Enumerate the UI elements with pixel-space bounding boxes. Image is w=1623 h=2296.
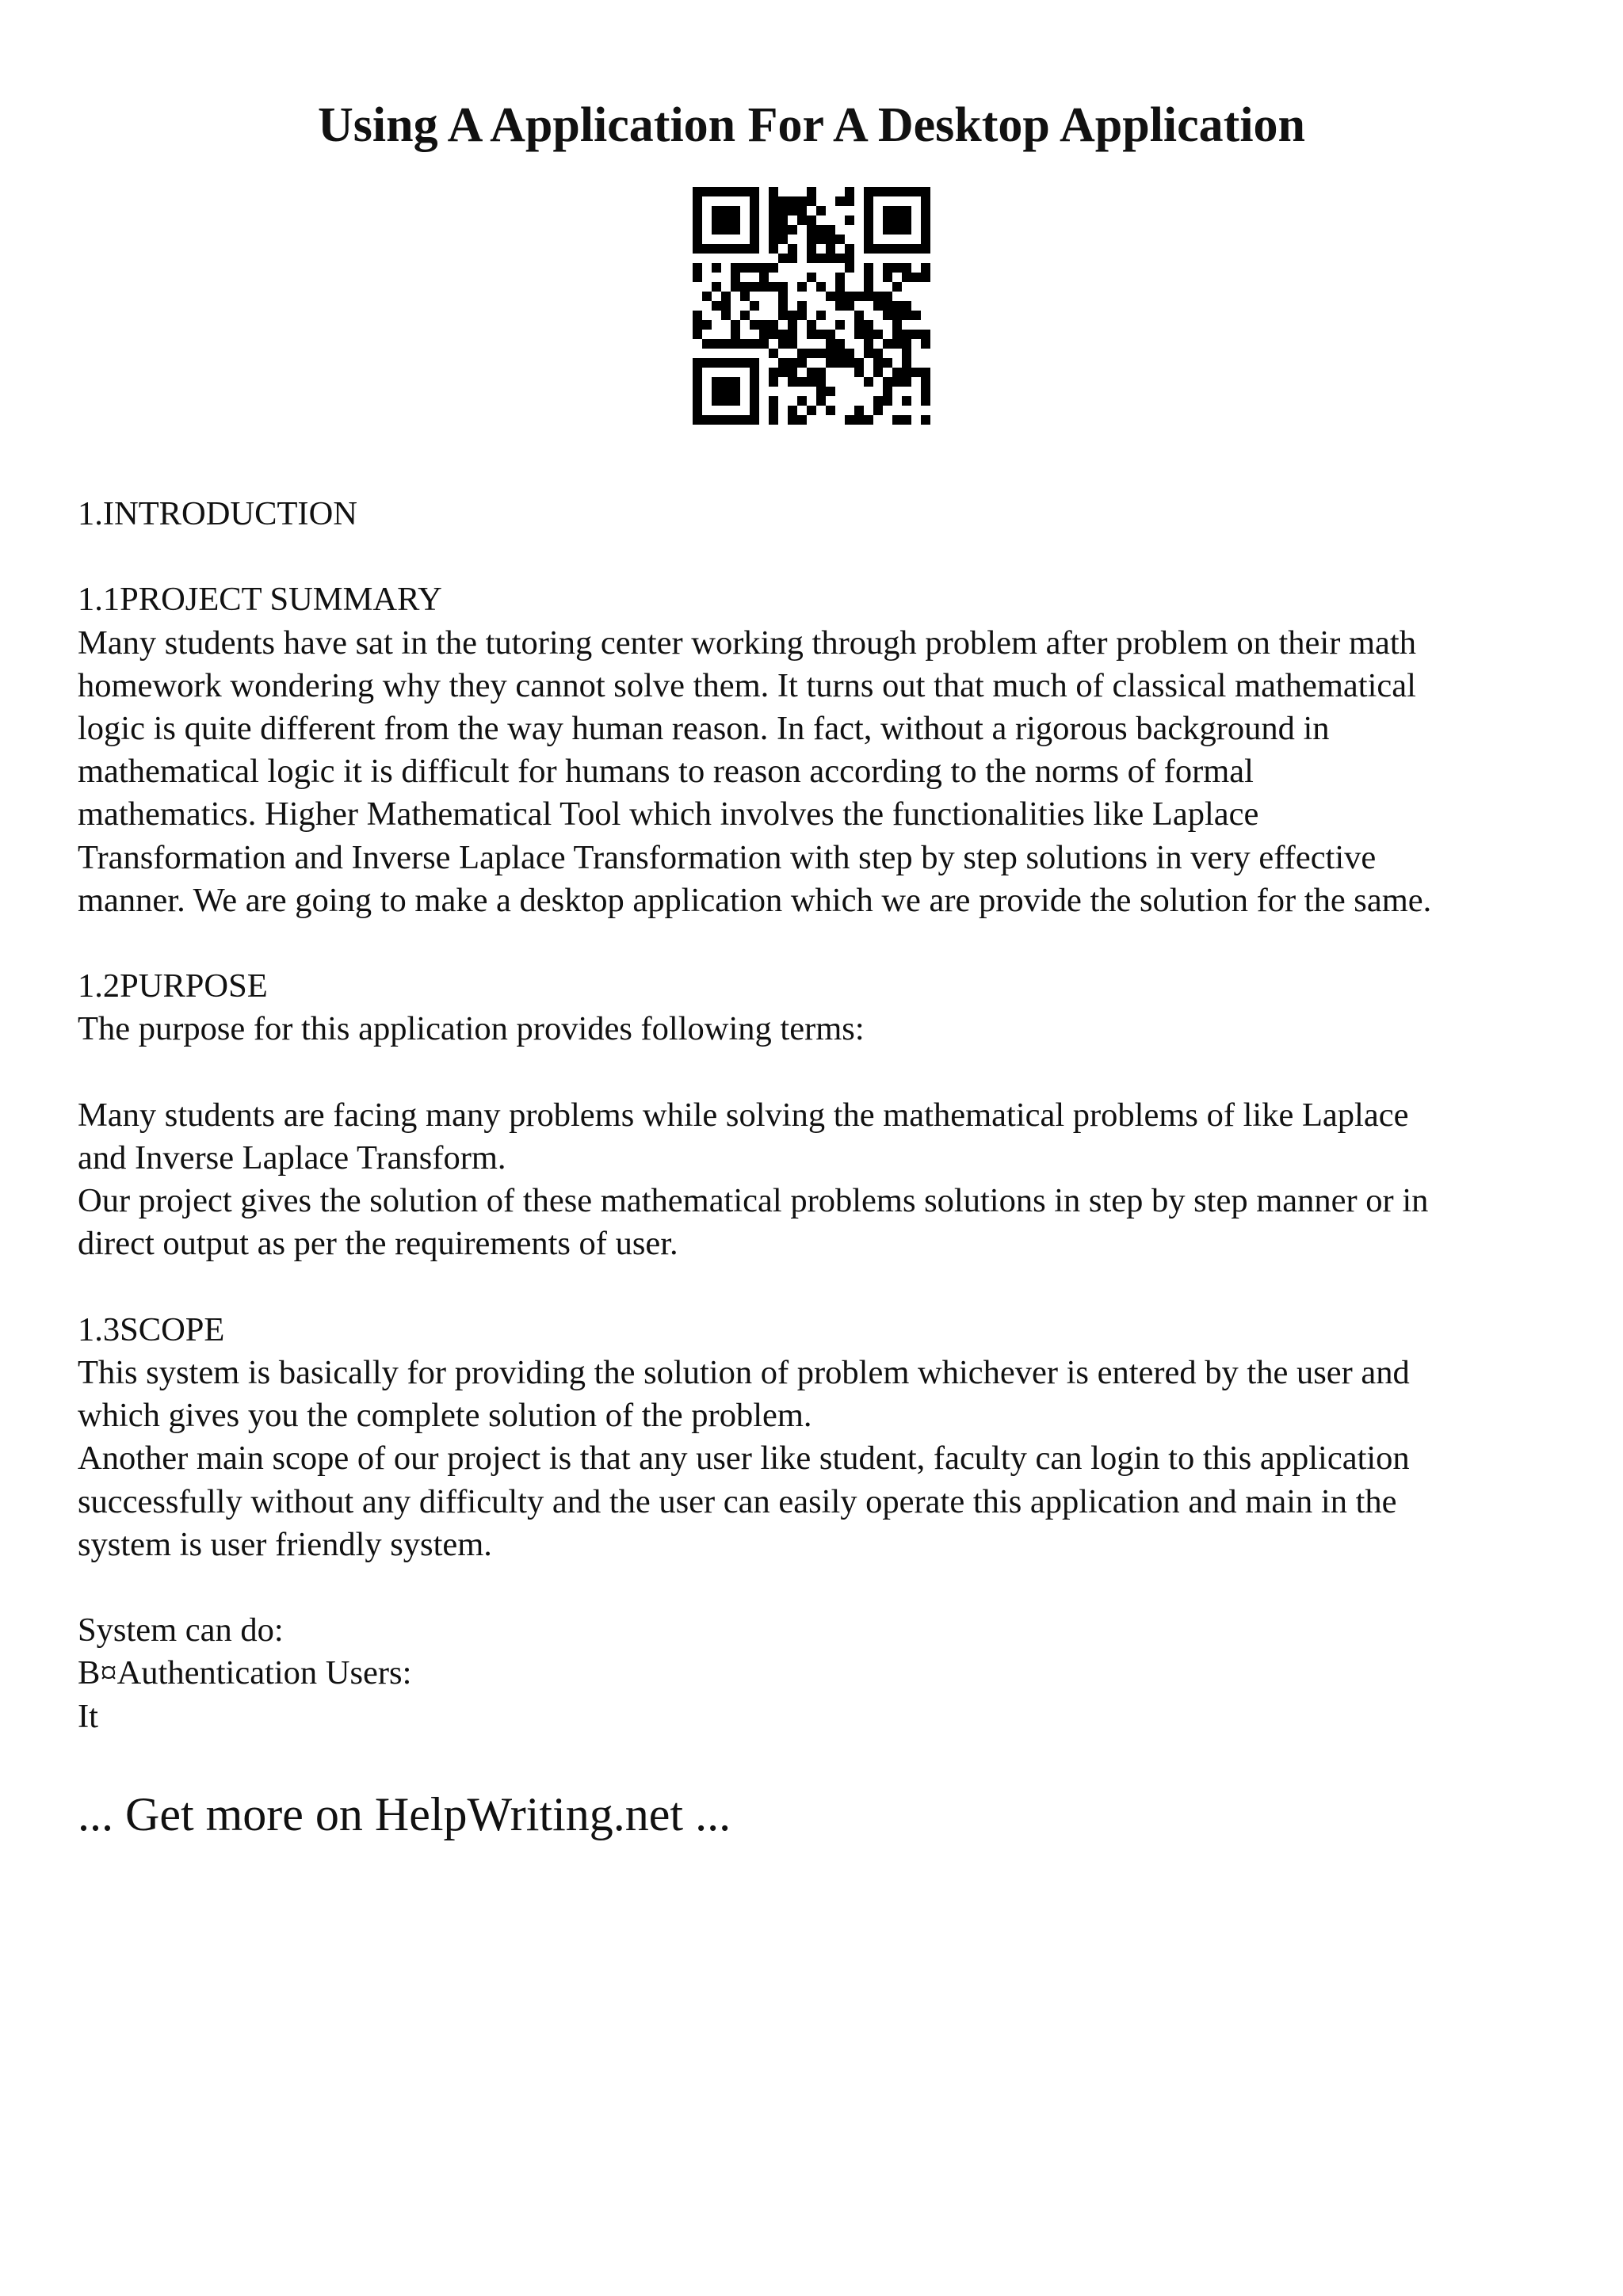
document-title: Using A Application For A Desktop Application xyxy=(317,98,1306,152)
qr-code-icon xyxy=(693,187,930,425)
purpose-line: and Inverse Laplace Transform. xyxy=(78,1139,506,1177)
section-heading-scope: 1.3SCOPE xyxy=(78,1310,225,1348)
summary-line: mathematical logic it is difficult for humans to reason according to the norms of formal xyxy=(78,753,1254,791)
scope-line: Another main scope of our project is that any user like student, faculty can login to this application xyxy=(78,1440,1410,1478)
get-more-link[interactable]: ... Get more on HelpWriting.net ... xyxy=(78,1788,731,1840)
section-heading-project-summary: 1.1PROJECT SUMMARY xyxy=(78,581,442,619)
document-body xyxy=(78,493,1583,1738)
summary-line: mathematics. Higher Mathematical Tool which involves the functionalities like Laplace xyxy=(78,795,1259,833)
summary-line: Many students have sat in the tutoring center working through problem after problem on their math xyxy=(78,624,1416,662)
system-line: It xyxy=(78,1697,98,1735)
summary-line: homework wondering why they cannot solve them. It turns out that much of classical mathematical xyxy=(78,666,1416,704)
summary-line: Transformation and Inverse Laplace Transformation with step by step solutions in very effective xyxy=(78,838,1377,876)
purpose-line: direct output as per the requirements of user. xyxy=(78,1225,678,1263)
section-heading-purpose: 1.2PURPOSE xyxy=(78,967,268,1005)
purpose-line: Many students are facing many problems while solving the mathematical problems of like Laplace xyxy=(78,1096,1409,1134)
scope-line: This system is basically for providing the solution of problem whichever is entered by the user and xyxy=(78,1354,1410,1391)
scope-line: system is user friendly system. xyxy=(78,1525,492,1563)
summary-line: manner. We are going to make a desktop application which we are provide the solution for the same. xyxy=(78,881,1432,919)
purpose-intro: The purpose for this application provides following terms: xyxy=(78,1010,865,1048)
scope-line: successfully without any difficulty and the user can easily operate this application and main in the xyxy=(78,1482,1397,1520)
system-line: B¤Authentication Users: xyxy=(78,1654,412,1692)
summary-line: logic is quite different from the way human reason. In fact, without a rigorous background in xyxy=(78,710,1330,747)
scope-line: which gives you the complete solution of the problem. xyxy=(78,1397,812,1435)
purpose-line: Our project gives the solution of these mathematical problems solutions in step by step manner or in xyxy=(78,1182,1429,1220)
section-heading-introduction: 1.INTRODUCTION xyxy=(78,495,357,532)
system-line: System can do: xyxy=(78,1611,284,1650)
